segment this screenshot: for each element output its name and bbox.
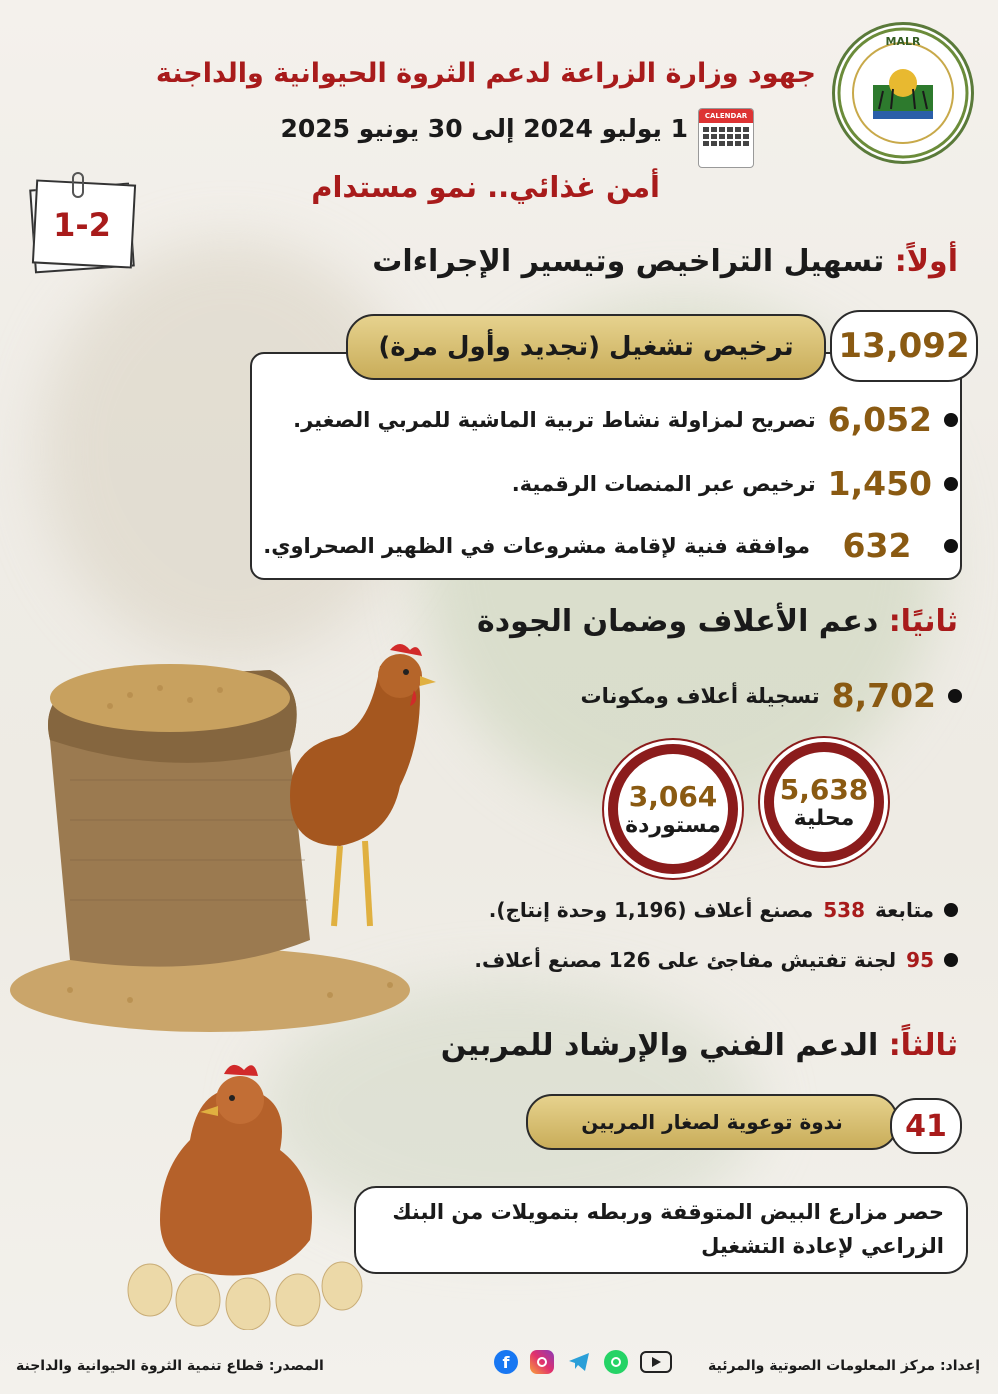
calendar-label: CALENDAR [699,109,753,123]
telegram-icon[interactable] [566,1350,592,1374]
section2-title: دعم الأعلاف وضمان الجودة [477,604,879,639]
section1-item-3 [263,526,958,565]
logo-text: MALR [885,35,921,48]
social-icons [494,1350,672,1374]
bullet-icon [948,689,962,703]
section1-item-1 [293,400,958,439]
followup-prefix: متابعة [875,898,934,922]
imported-label: مستوردة [625,813,721,838]
imported-number: 3,064 [628,780,718,813]
hen-eggs-illustration [120,1050,370,1330]
footer-source: المصدر: قطاع تنمية الثروة الحيوانية والداجنة [16,1358,324,1374]
seminar-number-box [890,1098,962,1154]
bullet-icon [944,953,958,967]
youtube-icon[interactable] [640,1351,672,1373]
license-bar [346,314,826,380]
hen-icon [270,636,450,936]
seminar-number: 41 [905,1108,947,1144]
local-feed-circle [764,742,884,862]
egg-farms-note [354,1186,968,1274]
followup-number: 538 [823,898,866,922]
section3-title: الدعم الفني والإرشاد للمربين [440,1028,879,1063]
item-number: 1,450 [827,464,932,503]
item-text: موافقة فنية لإقامة مشروعات في الظهير الصحراوي. [263,533,810,558]
section2-heading [477,604,958,639]
section3-prefix: ثالثاً: [888,1028,958,1063]
registration-number: 8,702 [831,676,936,715]
page-number: 1-2 [53,206,111,244]
facebook-icon[interactable]: f [494,1350,518,1374]
instagram-icon[interactable] [530,1350,554,1374]
license-number: 13,092 [838,326,970,366]
feed-registration [581,676,962,715]
page-number-note [28,178,136,274]
section1-title: تسهيل التراخيص وتيسير الإجراءات [372,244,885,279]
license-number-box [830,310,978,382]
hen-illustration [270,636,450,936]
slogan: أمن غذائي.. نمو مستدام [311,170,660,204]
note-text: حصر مزارع البيض المتوقفة وربطه بتمويلات من البنك الزراعي لإعادة التشغيل [392,1200,944,1258]
registration-text: تسجيلة أعلاف ومكونات [580,683,820,708]
footer-prepared-by: إعداد: مركز المعلومات الصوتية والمرئية [708,1358,980,1374]
local-label: محلية [793,806,855,831]
item-text: تصريح لمزاولة نشاط تربية الماشية للمربي الصغير. [293,407,816,432]
item-number: 632 [842,526,912,565]
followup-text: مصنع أعلاف (1,196 وحدة إنتاج). [488,898,814,922]
calendar-icon [698,108,754,168]
hen-eggs-icon [120,1050,370,1330]
section1-prefix: أولاً: [894,244,958,279]
section1-heading [372,244,958,279]
bullet-icon [944,413,958,427]
inspection-text: لجنة تفتيش مفاجئ على 126 مصنع أعلاف. [474,948,897,972]
bullet-icon [944,539,958,553]
section1-item-2 [512,464,958,503]
item-number: 6,052 [827,400,932,439]
whatsapp-icon[interactable] [604,1350,628,1374]
seminar-text: ندوة توعوية لصغار المربين [581,1110,843,1134]
inspection-number: 95 [906,948,934,972]
seminar-bar [526,1094,898,1150]
paperclip-icon [72,172,84,198]
bullet-icon [944,903,958,917]
bullet-icon [944,477,958,491]
section3-heading [441,1028,958,1063]
ministry-logo [832,22,974,164]
inspection-committees [474,948,958,972]
item-text: ترخيص عبر المنصات الرقمية. [511,471,816,496]
page-title: جهود وزارة الزراعة لدعم الثروة الحيوانية والداجنة [155,58,816,89]
section2-prefix: ثانيًا: [888,604,958,639]
date-range: 1 يوليو 2024 إلى 30 يونيو 2025 [280,114,688,143]
local-number: 5,638 [779,773,869,806]
license-label: ترخيص تشغيل (تجديد وأول مرة) [378,332,794,362]
factory-followup [489,898,958,922]
imported-feed-circle [608,744,738,874]
